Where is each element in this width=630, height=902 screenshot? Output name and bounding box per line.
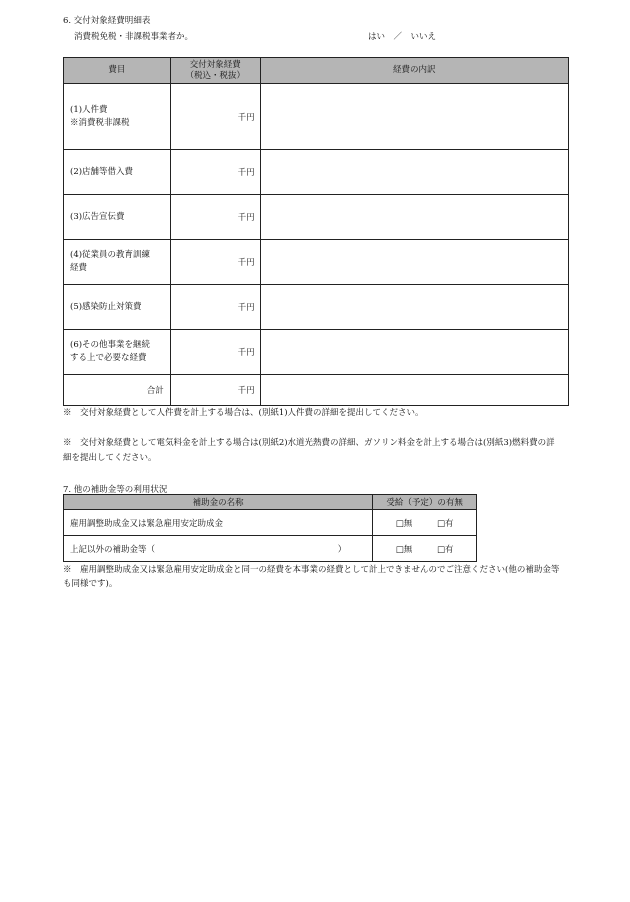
- table-row: [64, 240, 569, 285]
- item-label: (5)感染防止対策費: [64, 285, 171, 330]
- table-row: [64, 285, 569, 330]
- item-label: (4)従業員の教育訓練 経費: [64, 240, 171, 285]
- item-label: (1)人件費 ※消費税非課税: [64, 84, 171, 150]
- amount-cell[interactable]: 千円: [170, 195, 260, 240]
- content-cell[interactable]: [260, 240, 568, 285]
- receipt-checkboxes[interactable]: □無 □有: [373, 536, 477, 562]
- tax-exempt-question: 消費税免税・非課税事業者か。: [74, 32, 194, 42]
- note-utilities: ※ 交付対象経費として電気料金を計上する場合は(別紙2)水道光熱費の詳細、ガソリン料金を計上する場合は(別紙3)燃料費の詳細を提出してください。: [63, 438, 555, 463]
- table-row: [64, 536, 477, 562]
- amount-cell[interactable]: 千円: [170, 285, 260, 330]
- header-amount: 交付対象経費 （税込・税抜）: [170, 58, 260, 84]
- section6-title: 6. 交付対象経費明細表: [63, 16, 151, 26]
- table-row: [64, 195, 569, 240]
- item-label: (2)店舗等借入費: [64, 150, 171, 195]
- item-label: (3)広告宣伝費: [64, 195, 171, 240]
- content-cell[interactable]: [260, 330, 568, 375]
- subsidy-table: [63, 494, 477, 562]
- receipt-checkboxes[interactable]: □無 □有: [373, 510, 477, 536]
- section7-title: 7. 他の補助金等の利用状況: [63, 485, 168, 495]
- content-cell[interactable]: [260, 84, 568, 150]
- total-row: [64, 375, 569, 406]
- table-row: [64, 330, 569, 375]
- subsidy-name: 雇用調整助成金又は緊急雇用安定助成金: [64, 510, 373, 536]
- content-cell[interactable]: [260, 150, 568, 195]
- subsidy-name-other[interactable]: 上記以外の補助金等（ ）: [64, 536, 373, 562]
- expense-table: [63, 57, 569, 406]
- content-cell[interactable]: [260, 195, 568, 240]
- table-row: [64, 150, 569, 195]
- total-content-cell[interactable]: [260, 375, 568, 406]
- table-row: [64, 84, 569, 150]
- expense-table-header: [64, 58, 569, 84]
- total-amount-cell[interactable]: 千円: [170, 375, 260, 406]
- content-cell[interactable]: [260, 285, 568, 330]
- header-receipt-status: 受給（予定）の有無: [373, 495, 477, 510]
- amount-cell[interactable]: 千円: [170, 330, 260, 375]
- note-personnel: ※ 交付対象経費として人件費を計上する場合は、(別紙1)人件費の詳細を提出してください。: [63, 408, 424, 418]
- subsidy-table-header: [64, 495, 477, 510]
- yes-no-choice[interactable]: はい ／ いいえ: [368, 32, 437, 42]
- amount-cell[interactable]: 千円: [170, 84, 260, 150]
- item-label: (6)その他事業を継続 する上で必要な経費: [64, 330, 171, 375]
- note-subsidy: ※ 雇用調整助成金又は緊急雇用安定助成金と同一の経費を本事業の経費として計上できませんのでご注意ください(他の補助金等も同様です)。: [63, 565, 560, 589]
- amount-cell[interactable]: 千円: [170, 240, 260, 285]
- amount-cell[interactable]: 千円: [170, 150, 260, 195]
- total-label: 合計: [64, 375, 171, 406]
- header-content: 経費の内訳: [260, 58, 568, 84]
- table-row: [64, 510, 477, 536]
- header-subsidy-name: 補助金の名称: [64, 495, 373, 510]
- header-item: 費目: [64, 58, 171, 84]
